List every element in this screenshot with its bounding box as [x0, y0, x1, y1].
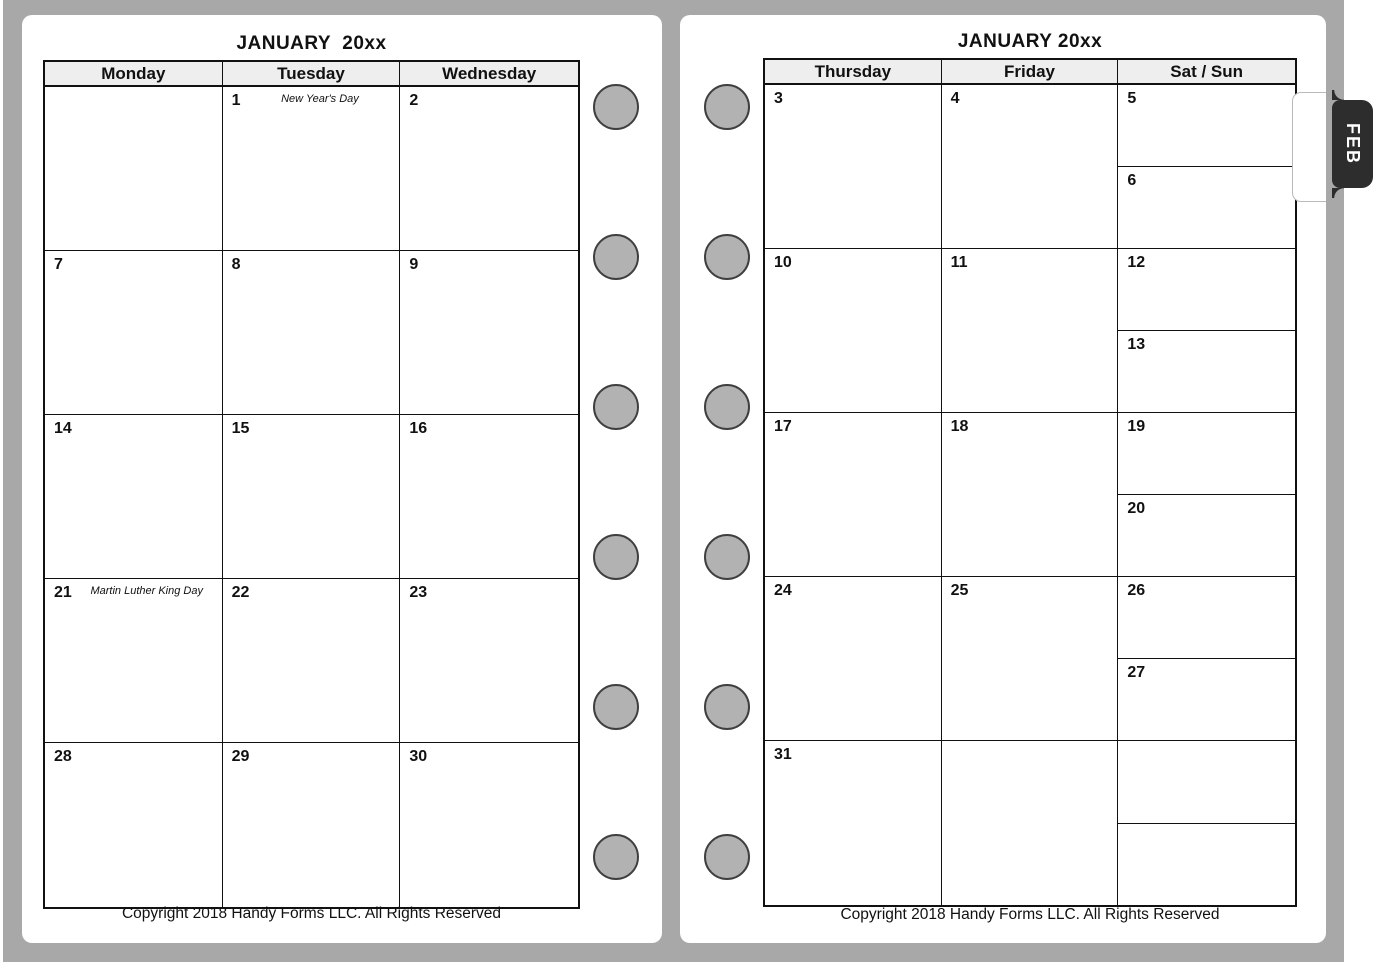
- binder-hole: [593, 234, 639, 280]
- day-cell-jan6[interactable]: 6: [1127, 172, 1137, 189]
- day-cell-jan13[interactable]: 13: [1127, 336, 1146, 353]
- day-cell-jan30[interactable]: 30: [409, 748, 428, 765]
- day-cell-jan9[interactable]: 9: [400, 251, 578, 415]
- satsun-cell: [1118, 413, 1295, 577]
- day-cell-jan8[interactable]: 8: [223, 251, 401, 415]
- day-cell-jan23[interactable]: 23: [400, 579, 578, 743]
- day-cell-jan26[interactable]: 26: [1118, 577, 1295, 659]
- column-header-monday: Monday: [45, 62, 223, 87]
- day-cell-jan24[interactable]: 24: [765, 577, 942, 741]
- day-cell-jan18[interactable]: 18: [942, 413, 1119, 577]
- day-cell[interactable]: [942, 741, 1119, 905]
- day-cell-jan17[interactable]: 17: [765, 413, 942, 577]
- feb-tab-flare: [1332, 90, 1344, 100]
- satsun-cell: [1118, 577, 1295, 741]
- day-cell-jan16[interactable]: 16: [400, 415, 578, 579]
- binder-hole: [593, 384, 639, 430]
- satsun-cell: [1118, 85, 1295, 249]
- day-cell[interactable]: [45, 87, 223, 251]
- day-cell-jan27[interactable]: 27: [1127, 664, 1146, 681]
- feb-tab-label: FEB: [1343, 123, 1363, 165]
- column-header-tuesday: Tuesday: [223, 62, 401, 87]
- day-cell-jan15[interactable]: 15: [223, 415, 401, 579]
- copyright-left: Copyright 2018 Handy Forms LLC. All Rights Reserved: [121, 905, 502, 922]
- feb-tab-flare: [1332, 188, 1344, 198]
- day-cell-jan28[interactable]: 28: [45, 743, 223, 907]
- column-header-thursday: Thursday: [765, 60, 942, 85]
- column-header-wednesday: Wednesday: [400, 62, 578, 87]
- binder-hole: [593, 684, 639, 730]
- tab-feb[interactable]: [1332, 100, 1373, 188]
- binder-hole: [704, 534, 750, 580]
- satsun-cell: [1118, 249, 1295, 413]
- left-calendar-grid: [43, 60, 580, 909]
- binder-hole: [704, 684, 750, 730]
- holiday-label: New Year's Day: [281, 93, 359, 105]
- left-page-title: JANUARY 20xx: [236, 33, 387, 54]
- day-cell-jan25[interactable]: 25: [942, 577, 1119, 741]
- day-cell-jan21[interactable]: 21 Martin Luther King Day: [45, 579, 223, 743]
- right-calendar-grid: [763, 58, 1297, 907]
- binder-hole: [704, 384, 750, 430]
- satsun-cell: [1118, 741, 1295, 905]
- binder-hole: [704, 834, 750, 880]
- binder-hole: [704, 84, 750, 130]
- day-cell-jan29[interactable]: 29: [223, 743, 401, 907]
- day-cell-jan5[interactable]: 5: [1118, 85, 1295, 167]
- copyright-right: Copyright 2018 Handy Forms LLC. All Rights Reserved: [840, 906, 1220, 923]
- day-cell-jan2[interactable]: 2: [400, 87, 578, 251]
- page-edge-tab: [1292, 92, 1326, 202]
- holiday-label: Martin Luther King Day: [90, 585, 203, 597]
- column-header-friday: Friday: [942, 60, 1119, 85]
- day-cell-jan31[interactable]: 31: [765, 741, 942, 905]
- binder-hole: [593, 534, 639, 580]
- day-cell-jan11[interactable]: 11: [942, 249, 1119, 413]
- binder-hole: [593, 84, 639, 130]
- day-cell[interactable]: [1118, 741, 1295, 824]
- right-page-title: JANUARY 20xx: [957, 31, 1103, 52]
- binder-hole: [704, 234, 750, 280]
- day-cell-jan19[interactable]: 19: [1118, 413, 1295, 495]
- day-cell-jan12[interactable]: 12: [1118, 249, 1295, 331]
- binder-hole: [593, 834, 639, 880]
- day-cell-jan20[interactable]: 20: [1127, 500, 1146, 517]
- column-header-satsun: Sat / Sun: [1118, 60, 1295, 85]
- day-cell-jan22[interactable]: 22: [223, 579, 401, 743]
- day-cell-jan3[interactable]: 3: [765, 85, 942, 249]
- day-cell-jan4[interactable]: 4: [942, 85, 1119, 249]
- day-cell-jan7[interactable]: 7: [45, 251, 223, 415]
- day-cell-jan1[interactable]: 1 New Year's Day: [223, 87, 401, 251]
- day-cell-jan10[interactable]: 10: [765, 249, 942, 413]
- day-cell-jan14[interactable]: 14: [45, 415, 223, 579]
- day-cell[interactable]: [1118, 824, 1295, 906]
